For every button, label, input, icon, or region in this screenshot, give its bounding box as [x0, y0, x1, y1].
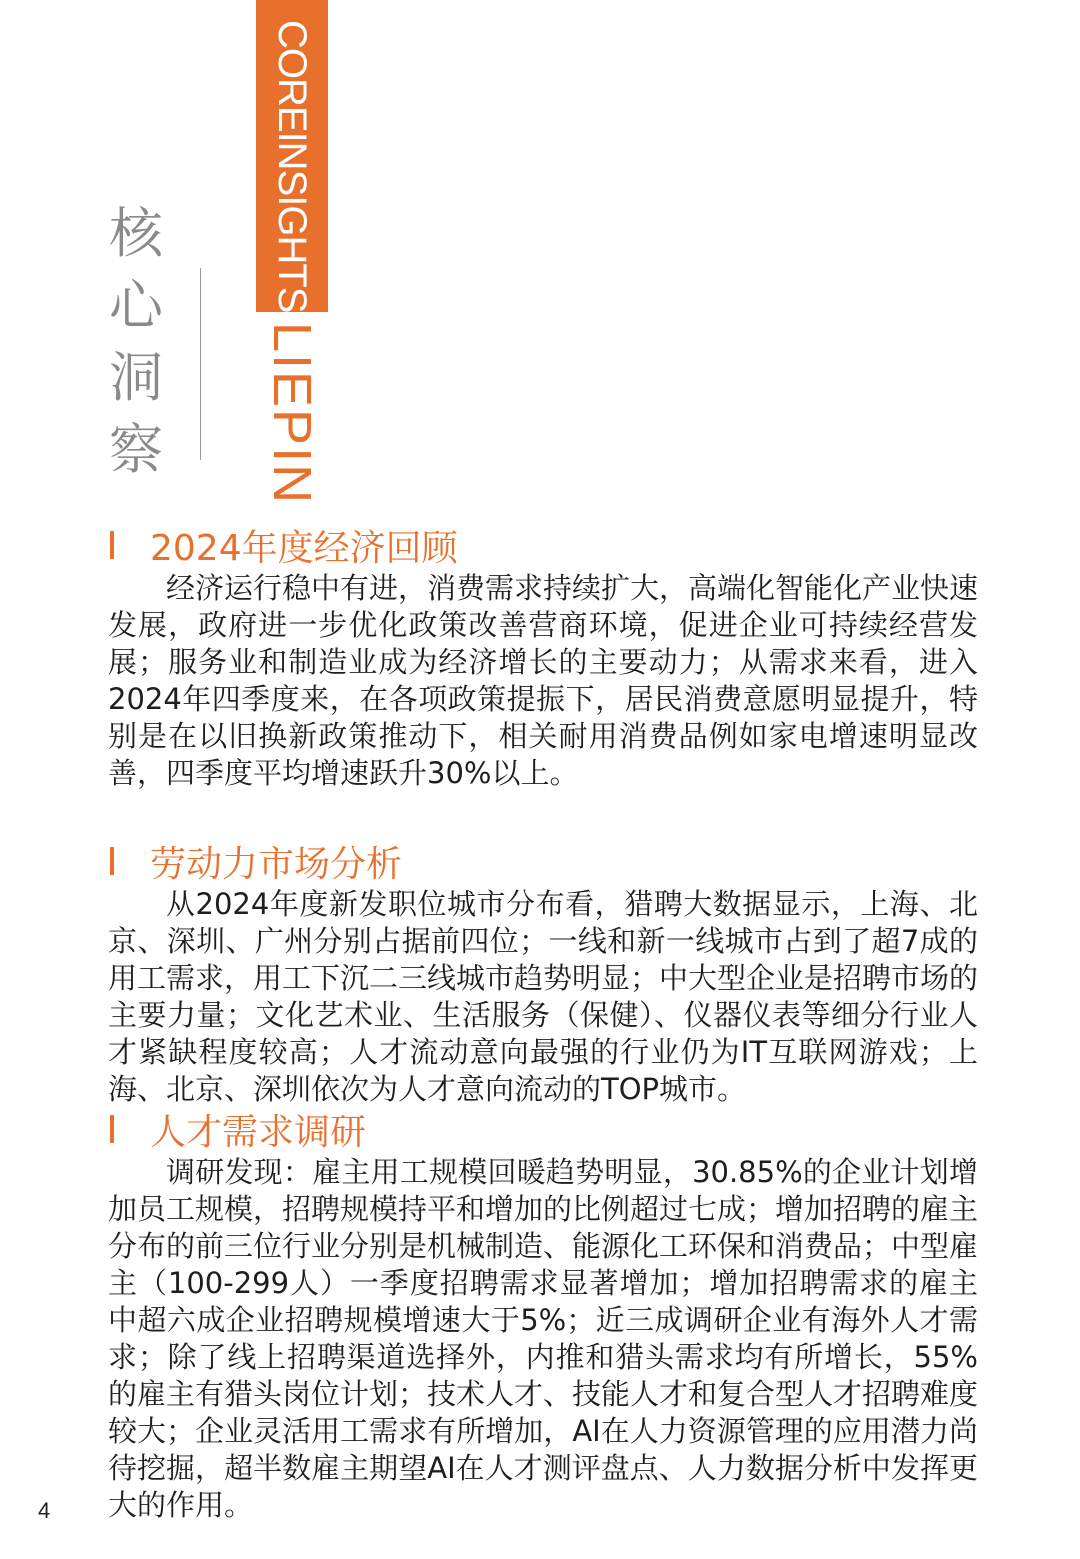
section-heading-text: 2024年度经济回顾 [150, 527, 458, 569]
title-char: 核 [109, 202, 163, 265]
section-economy-review [108, 522, 978, 792]
section-body: 经济运行稳中有进，消费需求持续扩大，高端化智能化产业快速发展，政府进一步优化政策改善营商环境，促进企业可持续经营发展；服务业和制造业成为经济增长的主要动力；从需求来看，进入2024年四季度来，在各项政策提振下，居民消费意愿明显提升，特别是在以旧换新政策推动下，相关耐用消费品例如家电增速明显改善，四季度平均增速跃升30%以上。 [108, 571, 979, 790]
section-heading-text: 人才需求调研 [150, 1111, 367, 1153]
page-number: 4 [38, 1498, 51, 1523]
section-heading [108, 522, 978, 568]
coreinsights-label: COREINSIGHTS [270, 20, 314, 313]
heading-bar-icon [110, 847, 114, 875]
page-title-cn [104, 198, 168, 486]
title-char: 心 [109, 274, 163, 337]
section-talent-demand [108, 1106, 978, 1524]
heading-bar-icon [110, 1115, 114, 1143]
section-labor-market [108, 838, 978, 1108]
title-char: 洞 [109, 346, 163, 409]
title-divider [200, 268, 201, 460]
section-body: 调研发现：雇主用工规模回暖趋势明显，30.85%的企业计划增加员工规模，招聘规模持平和增加的比例超过七成；增加招聘的雇主分布的前三位行业分别是机械制造、能源化工环保和消费品；中型雇主（100-299人）一季度招聘需求显著增加；增加招聘需求的雇主中超六成企业招聘规模增速大于5%；近三成调研企业有海外人才需求；除了线上招聘渠道选择外，内推和猎头需求均有所增长，55%的雇主有猎头岗位计划；技术人才、技能人才和复合型人才招聘难度较大；企业灵活用工需求有所增加，AI在人力资源管理的应用潜力尚待挖掘，超半数雇主期望AI在人才测评盘点、人力数据分析中发挥更大的作用。 [108, 1155, 979, 1522]
heading-bar-icon [110, 531, 114, 559]
title-char: 察 [109, 418, 163, 481]
section-heading [108, 838, 978, 884]
section-heading-text: 劳动力市场分析 [150, 843, 403, 885]
section-body: 从2024年度新发职位城市分布看，猎聘大数据显示，上海、北京、深圳、广州分别占据前四位；一线和新一线城市占到了超7成的用工需求，用工下沉二三线城市趋势明显；中大型企业是招聘市场的主要力量；文化艺术业、生活服务（保健）、仪器仪表等细分行业人才紧缺程度较高；人才流动意向最强的行业仍为IT互联网游戏；上海、北京、深圳依次为人才意向流动的TOP城市。 [108, 887, 979, 1106]
section-heading [108, 1106, 978, 1152]
brand-logo-text: LIEPIN [262, 322, 322, 506]
